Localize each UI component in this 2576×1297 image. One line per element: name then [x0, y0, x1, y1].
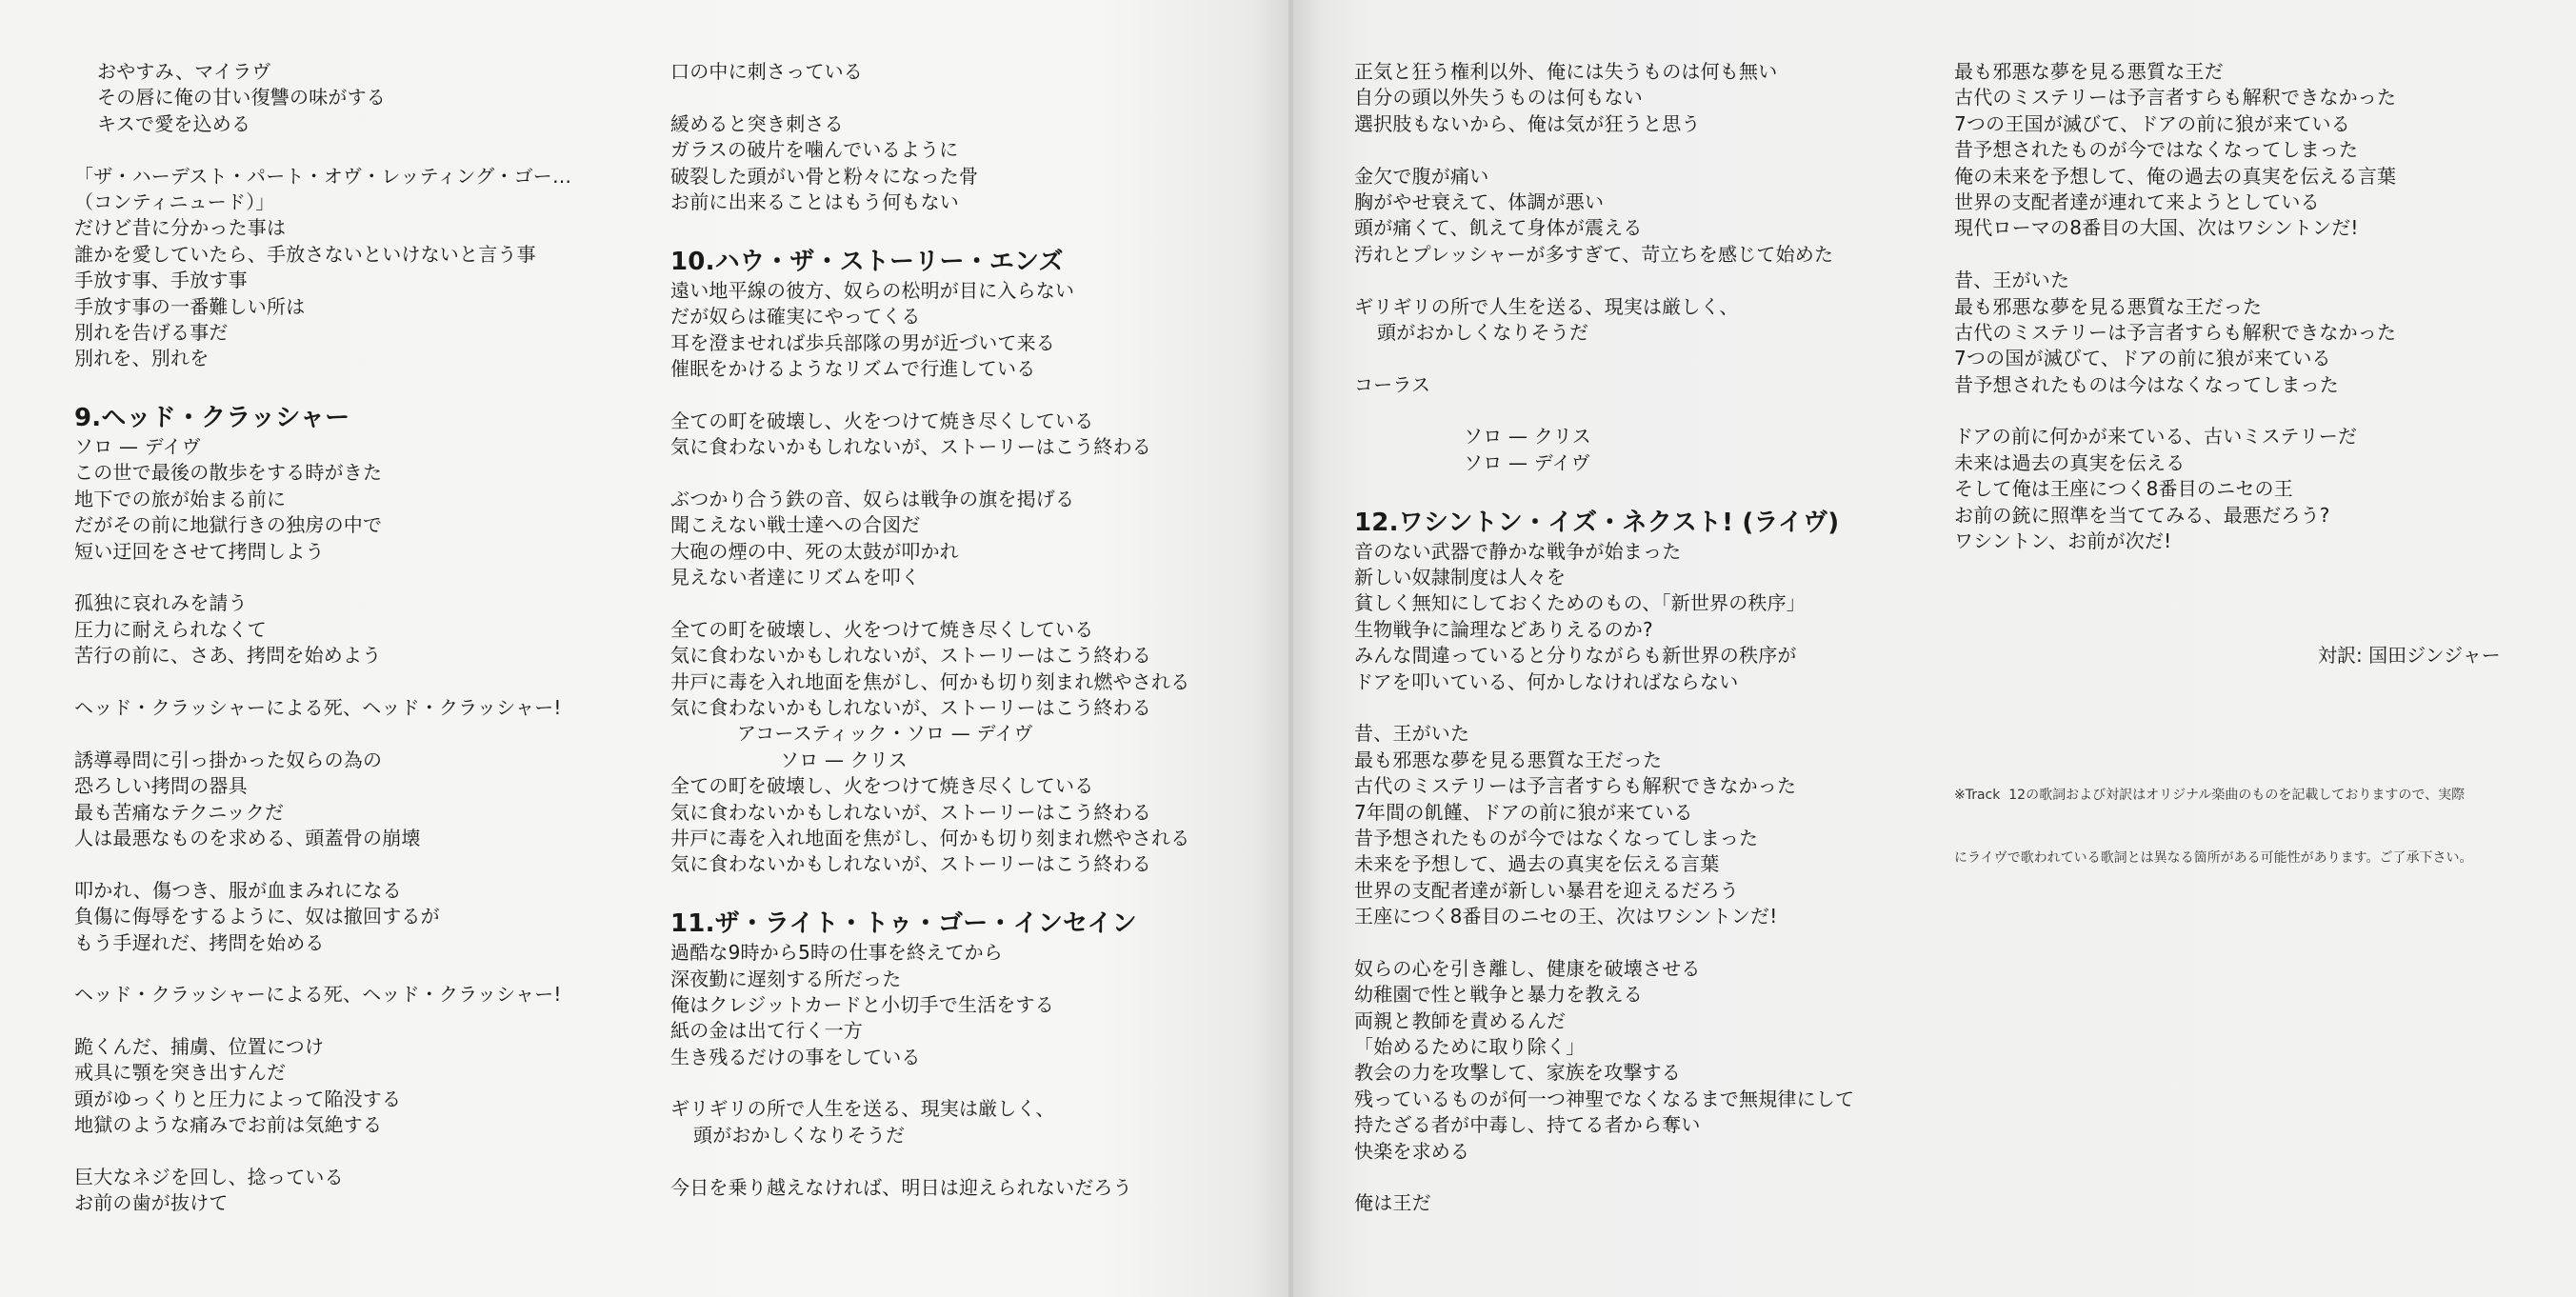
lyric-line: 俺はクレジットカードと小切手で生活をする [670, 992, 1054, 1016]
lyric-line: 恐ろしい拷問の器具 [74, 774, 248, 798]
lyric-line: 巨大なネジを回し、捻っている [74, 1166, 344, 1189]
lyric-line: ヘッド・クラッシャーによる死、ヘッド・クラッシャー! [74, 983, 562, 1007]
lyric-line: 破裂した頭がい骨と粉々になった骨 [670, 164, 979, 188]
lyric-line: だけど昔に分かった事は [74, 216, 287, 240]
lyric-line: 井戸に毒を入れ地面を焦がし、何かも切り刻まれ燃やされる [670, 826, 1190, 849]
lyric-line: 古代のミステリーは予言者すらも解釈できなかった [1954, 320, 2397, 344]
lyric-line: 「ザ・ハーデスト・パート・オヴ・レッティング・ゴー… [74, 164, 572, 188]
lyric-line: お前の歯が抜けて [74, 1191, 229, 1215]
stanza-gap [1354, 476, 1854, 502]
lyric-line: 古代のミステリーは予言者すらも解釈できなかった [1954, 86, 2397, 110]
lyric-line: 誘導尋問に引っ掛かった奴らの為の [74, 748, 383, 771]
stanza-gap [74, 721, 571, 747]
stanza-gap [1954, 398, 2396, 424]
lyric-line: 自分の頭以外失うものは何もない [1354, 86, 1643, 110]
lyric-line: 頭がおかしくなりそうだ [1377, 320, 1589, 344]
lyric-line: 幼稚園で性と戦争と暴力を教える [1354, 983, 1643, 1007]
stanza-gap [670, 1070, 1189, 1096]
lyric-line: 正気と狂う権利以外、俺には失うものは何も無い [1354, 60, 1778, 83]
lyric-line: 全ての町を破壊し、火をつけて焼き尽くしている [670, 774, 1094, 798]
stanza-gap [1354, 695, 1854, 721]
lyric-line: 気に食わないかもしれないが、ストーリーはこう終わる [670, 644, 1151, 668]
lyric-line: 大砲の煙の中、死の太鼓が叩かれ [670, 539, 959, 563]
lyric-line: ギリギリの所で人生を送る、現実は厳しく、 [1354, 294, 1739, 318]
lyric-line: 新しい奴隷制度は人々を [1354, 566, 1567, 589]
lyric-line: 音のない武器で静かな戦争が始まった [1354, 539, 1682, 563]
lyric-line: ドアの前に何かが来ている、古いミステリーだ [1954, 425, 2358, 449]
stanza-gap [670, 878, 1189, 904]
lyric-line: 別れを、別れを [74, 347, 210, 370]
song-title: 9.ヘッド・クラッシャー [74, 404, 350, 433]
lyric-line: 井戸に毒を入れ地面を焦がし、何かも切り刻まれ燃やされる [670, 669, 1190, 693]
lyric-line: 最も邪悪な夢を見る悪質な王だった [1954, 294, 2263, 318]
stanza-gap [1954, 242, 2396, 268]
lyric-line: 苦行の前に、さあ、拷問を始めよう [74, 644, 382, 668]
stanza-gap [1354, 268, 1854, 293]
lyric-line: 俺は王だ [1354, 1191, 1431, 1215]
lyric-line: 貧しく無知にしておくためのもの、「新世界の秩序」 [1354, 591, 1806, 615]
lyric-line: 未来を予想して、過去の真実を伝える言葉 [1354, 852, 1720, 876]
lyric-line: キスで愛を込める [97, 111, 251, 135]
lyric-line: 持たざる者が中毒し、持てる者から奪い [1354, 1113, 1701, 1137]
track-note-line: にライヴで歌われている歌詞とは異なる箇所がある可能性があります。ご了承下さい。 [1954, 850, 2473, 866]
lyric-line: 「始めるために取り除く」 [1354, 1035, 1586, 1059]
lyric-line: アコースティック・ソロ — デイヴ [737, 722, 1033, 746]
lyric-line: そして俺は王座につく8番目のニセの王 [1954, 477, 2293, 501]
lyrics-column-2 [670, 59, 1189, 1201]
lyric-line: おやすみ、マイラヴ [97, 60, 271, 83]
lyric-line: 誰かを愛していたら、手放さないといけないと言う事 [74, 242, 536, 266]
stanza-gap [1354, 930, 1854, 956]
lyric-line: 俺の未来を予想して、俺の過去の真実を伝える言葉 [1954, 164, 2397, 188]
lyric-line: 負傷に侮辱をするように、奴は撤回するが [74, 905, 440, 928]
stanza-gap [74, 1008, 571, 1034]
lyric-line: （コンティニュード）」 [74, 190, 275, 213]
lyric-line: 生き残るだけの事をしている [670, 1045, 921, 1068]
lyric-line: ガラスの破片を噛んでいるように [670, 138, 959, 162]
lyric-line: 気に食わないかもしれないが、ストーリーはこう終わる [670, 695, 1151, 719]
lyric-line: 聞こえない戦士達への合図だ [670, 513, 921, 537]
lyrics-column-4 [1954, 59, 2396, 554]
stanza-gap [74, 669, 571, 695]
stanza-gap [1354, 137, 1854, 163]
lyrics-column-1 [74, 59, 571, 1217]
lyric-line: 選択肢もないから、俺は気が狂うと思う [1354, 111, 1701, 135]
lyric-line: ドアを叩いている、何かしなければならない [1354, 669, 1739, 693]
lyric-line: 王座につく8番目のニセの王、次はワシントンだ! [1354, 905, 1778, 928]
lyric-line: 7つの国が滅びて、ドアの前に狼が来ている [1954, 347, 2331, 370]
lyric-line: 短い迂回をさせて拷問しよう [74, 539, 325, 563]
lyric-line: 昔予想されたものが今ではなくなってしまった [1354, 826, 1759, 849]
stanza-gap [670, 1148, 1189, 1174]
lyric-line: 昔、王がいた [1954, 269, 2070, 292]
lyric-line: 全ての町を破壊し、火をつけて焼き尽くしている [670, 409, 1094, 432]
lyric-line: 生物戦争に論理などありえるのか? [1354, 617, 1653, 641]
track-note-line: ※Track 12の歌詞および対訳はオリジナル楽曲のものを記載しておりますので、実際 [1954, 788, 2466, 803]
lyric-line: 古代のミステリーは予言者すらも解釈できなかった [1354, 774, 1797, 798]
lyric-line: その唇に俺の甘い復讐の味がする [97, 86, 386, 110]
lyric-line: 7つの王国が滅びて、ドアの前に狼が来ている [1954, 111, 2350, 135]
lyric-line: 最も邪悪な夢を見る悪質な王だ [1954, 60, 2224, 83]
lyric-line: 昔予想されたものは今はなくなってしまった [1954, 372, 2339, 396]
lyric-line: みんな間違っていると分りながらも新世界の秩序が [1354, 644, 1797, 668]
lyric-line: ぶつかり合う鉄の音、奴らは戦争の旗を掲げる [670, 487, 1075, 510]
lyric-line: だが奴らは確実にやってくる [670, 305, 921, 329]
lyric-line: 紙の金は出て行く一方 [670, 1019, 863, 1043]
stanza-gap [670, 85, 1189, 110]
lyric-line: 金欠で腹が痛い [1354, 164, 1489, 188]
lyric-line: 胸がやせ衰えて、体調が悪い [1354, 190, 1605, 213]
stanza-gap [670, 460, 1189, 486]
lyric-line: 全ての町を破壊し、火をつけて焼き尽くしている [670, 617, 1094, 641]
stanza-gap [670, 590, 1189, 616]
lyric-line: 耳を澄ませれば歩兵部隊の男が近づいて来る [670, 330, 1055, 354]
track-note [1954, 743, 2472, 910]
stanza-gap [1354, 398, 1854, 424]
stanza-gap [670, 382, 1189, 408]
lyric-line: 両親と教師を責めるんだ [1354, 1008, 1567, 1032]
lyric-line: 孤独に哀れみを請う [74, 591, 248, 615]
lyric-line: 7年間の飢饉、ドアの前に狼が来ている [1354, 800, 1693, 824]
lyric-line: ソロ — クリス [1464, 425, 1591, 449]
lyric-line: 気に食わないかもしれないが、ストーリーはこう終わる [670, 852, 1151, 876]
lyric-line: 頭がおかしくなりそうだ [693, 1123, 906, 1147]
lyric-line: この世で最後の散歩をする時がきた [74, 461, 383, 485]
lyric-line: 跪くんだ、捕虜、位置につけ [74, 1035, 325, 1059]
lyric-line: 世界の支配者達が新しい暴君を迎えるだろう [1354, 878, 1739, 902]
lyric-line: ソロ — クリス [780, 748, 908, 771]
lyric-line: 世界の支配者達が連れて来ようとしている [1954, 190, 2320, 213]
lyric-line: 催眠をかけるようなリズムで行進している [670, 356, 1036, 380]
lyric-line: ギリギリの所で人生を送る、現実は厳しく、 [670, 1097, 1055, 1121]
lyric-line: 現代ローマの8番目の大国、次はワシントンだ! [1954, 216, 2359, 240]
lyric-line: 奴らの心を引き離し、健康を破壊させる [1354, 956, 1701, 980]
stanza-gap [74, 851, 571, 877]
lyric-line: 未来は過去の真実を伝える [1954, 450, 2186, 474]
lyric-line: コーラス [1354, 372, 1431, 396]
stanza-gap [74, 956, 571, 982]
stanza-gap [1354, 346, 1854, 371]
lyric-line: 人は最悪なものを求める、頭蓋骨の崩壊 [74, 826, 421, 849]
lyric-line: 頭がゆっくりと圧力によって陥没する [74, 1087, 402, 1110]
stanza-gap [1354, 1165, 1854, 1190]
lyric-line: ソロ — デイヴ [74, 435, 201, 459]
stanza-gap [74, 137, 571, 163]
lyric-line: 地下での旅が始まる前に [74, 487, 287, 510]
lyric-line: だがその前に地獄行きの独房の中で [74, 513, 383, 537]
stanza-gap [74, 372, 571, 398]
lyric-line: ソロ — デイヴ [1464, 450, 1590, 474]
lyric-line: 今日を乗り越えなければ、明日は迎えられないだろう [670, 1175, 1132, 1199]
lyric-line: 最も苦痛なテクニックだ [74, 800, 285, 824]
lyric-line: 快楽を求める [1354, 1139, 1470, 1163]
song-title: 12.ワシントン・イズ・ネクスト! (ライヴ) [1354, 508, 1840, 537]
lyric-line: 深夜勤に遅刻する所だった [670, 967, 902, 990]
lyric-line: 汚れとプレッシャーが多すぎて、苛立ちを感じて始めた [1354, 242, 1834, 266]
lyric-line: 叩かれ、傷つき、服が血まみれになる [74, 878, 402, 902]
lyric-line: 頭が痛くて、飢えて身体が震える [1354, 216, 1643, 240]
song-title: 11.ザ・ライト・トゥ・ゴー・インセイン [670, 909, 1137, 939]
lyric-line: もう手遅れだ、拷問を始める [74, 930, 325, 954]
lyric-line: 手放す事の一番難しい所は [74, 294, 306, 318]
lyric-line: 昔予想されたものが今ではなくなってしまった [1954, 138, 2359, 162]
lyric-line: ワシントン、お前が次だ! [1954, 529, 2172, 553]
lyric-line: 最も邪悪な夢を見る悪質な王だった [1354, 748, 1663, 771]
lyric-line: 残っているものが何一つ神聖でなくなるまで無規律にして [1354, 1087, 1855, 1110]
lyrics-column-3 [1354, 59, 1854, 1217]
lyric-line: 気に食わないかもしれないが、ストーリーはこう終わる [670, 435, 1151, 459]
lyric-line: 昔、王がいた [1354, 722, 1470, 746]
stanza-gap [74, 1139, 571, 1165]
stanza-gap [74, 565, 571, 590]
lyric-line: 圧力に耐えられなくて [74, 617, 267, 641]
stanza-gap [670, 215, 1189, 241]
lyric-line: 緩めると突き刺さる [670, 111, 844, 135]
lyric-line: 見えない者達にリズムを叩く [670, 566, 921, 589]
lyric-line: お前の銃に照準を当ててみる、最悪だろう? [1954, 503, 2330, 527]
lyric-line: ヘッド・クラッシャーによる死、ヘッド・クラッシャー! [74, 695, 562, 719]
lyric-line: 手放す事、手放す事 [74, 269, 248, 292]
lyric-line: 別れを告げる事だ [74, 320, 229, 344]
lyric-line: 気に食わないかもしれないが、ストーリーはこう終わる [670, 800, 1151, 824]
lyric-line: 戒具に顎を突き出すんだ [74, 1061, 287, 1085]
song-title: 10.ハウ・ザ・ストーリー・エンズ [670, 247, 1064, 276]
lyric-line: 教会の力を攻撃して、家族を攻撃する [1354, 1061, 1681, 1085]
lyric-line: 過酷な9時から5時の仕事を終えてから [670, 941, 1004, 965]
lyric-line: 口の中に刺さっている [670, 60, 863, 83]
lyric-line: お前に出来ることはもう何もない [670, 190, 959, 213]
lyric-line: 地獄のような痛みでお前は気絶する [74, 1113, 383, 1137]
lyric-line: 遠い地平線の彼方、奴らの松明が目に入らない [670, 278, 1075, 302]
translator-credit: 対訳: 国田ジンジャー [2318, 644, 2501, 667]
